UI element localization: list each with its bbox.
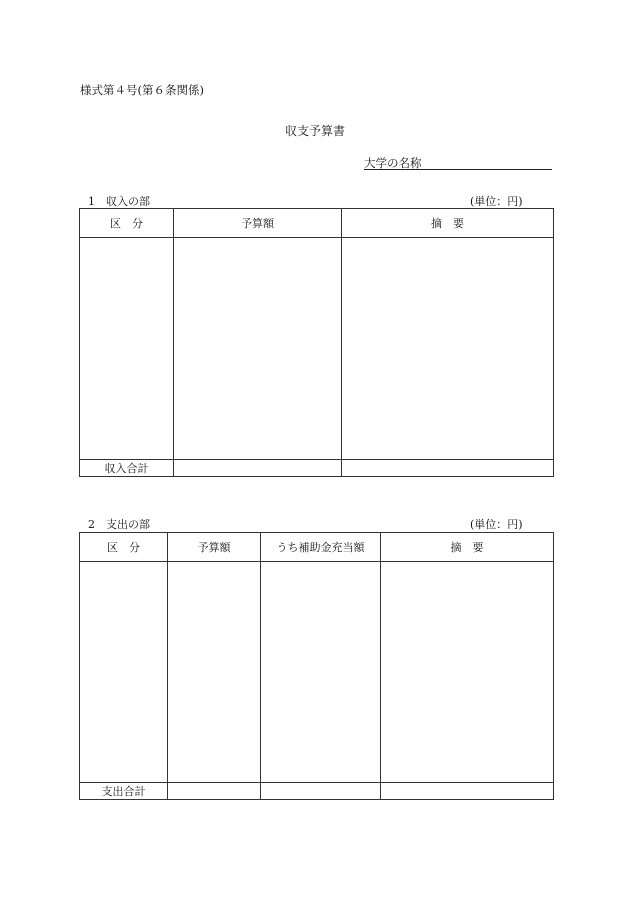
income-total-remarks-cell[interactable] xyxy=(342,460,554,477)
income-unit-label: (単位：円) xyxy=(470,195,523,208)
form-number: 様式第４号(第６条関係) xyxy=(80,83,204,97)
expenditure-header-subsidy: うち補助金充当額 xyxy=(261,533,381,562)
expenditure-remarks-cell[interactable] xyxy=(381,562,554,783)
expenditure-total-remarks-cell[interactable] xyxy=(381,783,554,800)
income-total-budget-cell[interactable] xyxy=(174,460,342,477)
expenditure-unit-label: (単位：円) xyxy=(470,518,523,531)
expenditure-body-row xyxy=(80,562,554,783)
expenditure-table xyxy=(79,532,554,800)
university-name-label: 大学の名称 xyxy=(364,156,422,170)
expenditure-subsidy-cell[interactable] xyxy=(261,562,381,783)
income-header-row xyxy=(80,209,554,238)
income-header-budget: 予算額 xyxy=(174,209,342,238)
expenditure-category-cell[interactable] xyxy=(80,562,168,783)
expenditure-budget-cell[interactable] xyxy=(168,562,261,783)
expenditure-header-budget: 予算額 xyxy=(168,533,261,562)
income-header-remarks: 摘 要 xyxy=(342,209,554,238)
income-remarks-cell[interactable] xyxy=(342,238,554,460)
income-table xyxy=(79,208,554,477)
expenditure-header-row xyxy=(80,533,554,562)
income-section-heading: 1 収入の部 xyxy=(88,195,150,208)
university-name-field[interactable] xyxy=(364,155,552,170)
income-total-row xyxy=(80,460,554,477)
document-title: 収支予算書 xyxy=(284,124,345,138)
expenditure-total-subsidy-cell[interactable] xyxy=(261,783,381,800)
expenditure-total-label: 支出合計 xyxy=(80,783,168,800)
income-total-label: 収入合計 xyxy=(80,460,174,477)
income-category-cell[interactable] xyxy=(80,238,174,460)
income-body-row xyxy=(80,238,554,460)
income-header-category: 区 分 xyxy=(80,209,174,238)
income-budget-cell[interactable] xyxy=(174,238,342,460)
expenditure-header-remarks: 摘 要 xyxy=(381,533,554,562)
expenditure-header-category: 区 分 xyxy=(80,533,168,562)
expenditure-section-heading: 2 支出の部 xyxy=(88,518,150,531)
expenditure-total-budget-cell[interactable] xyxy=(168,783,261,800)
expenditure-total-row xyxy=(80,783,554,800)
